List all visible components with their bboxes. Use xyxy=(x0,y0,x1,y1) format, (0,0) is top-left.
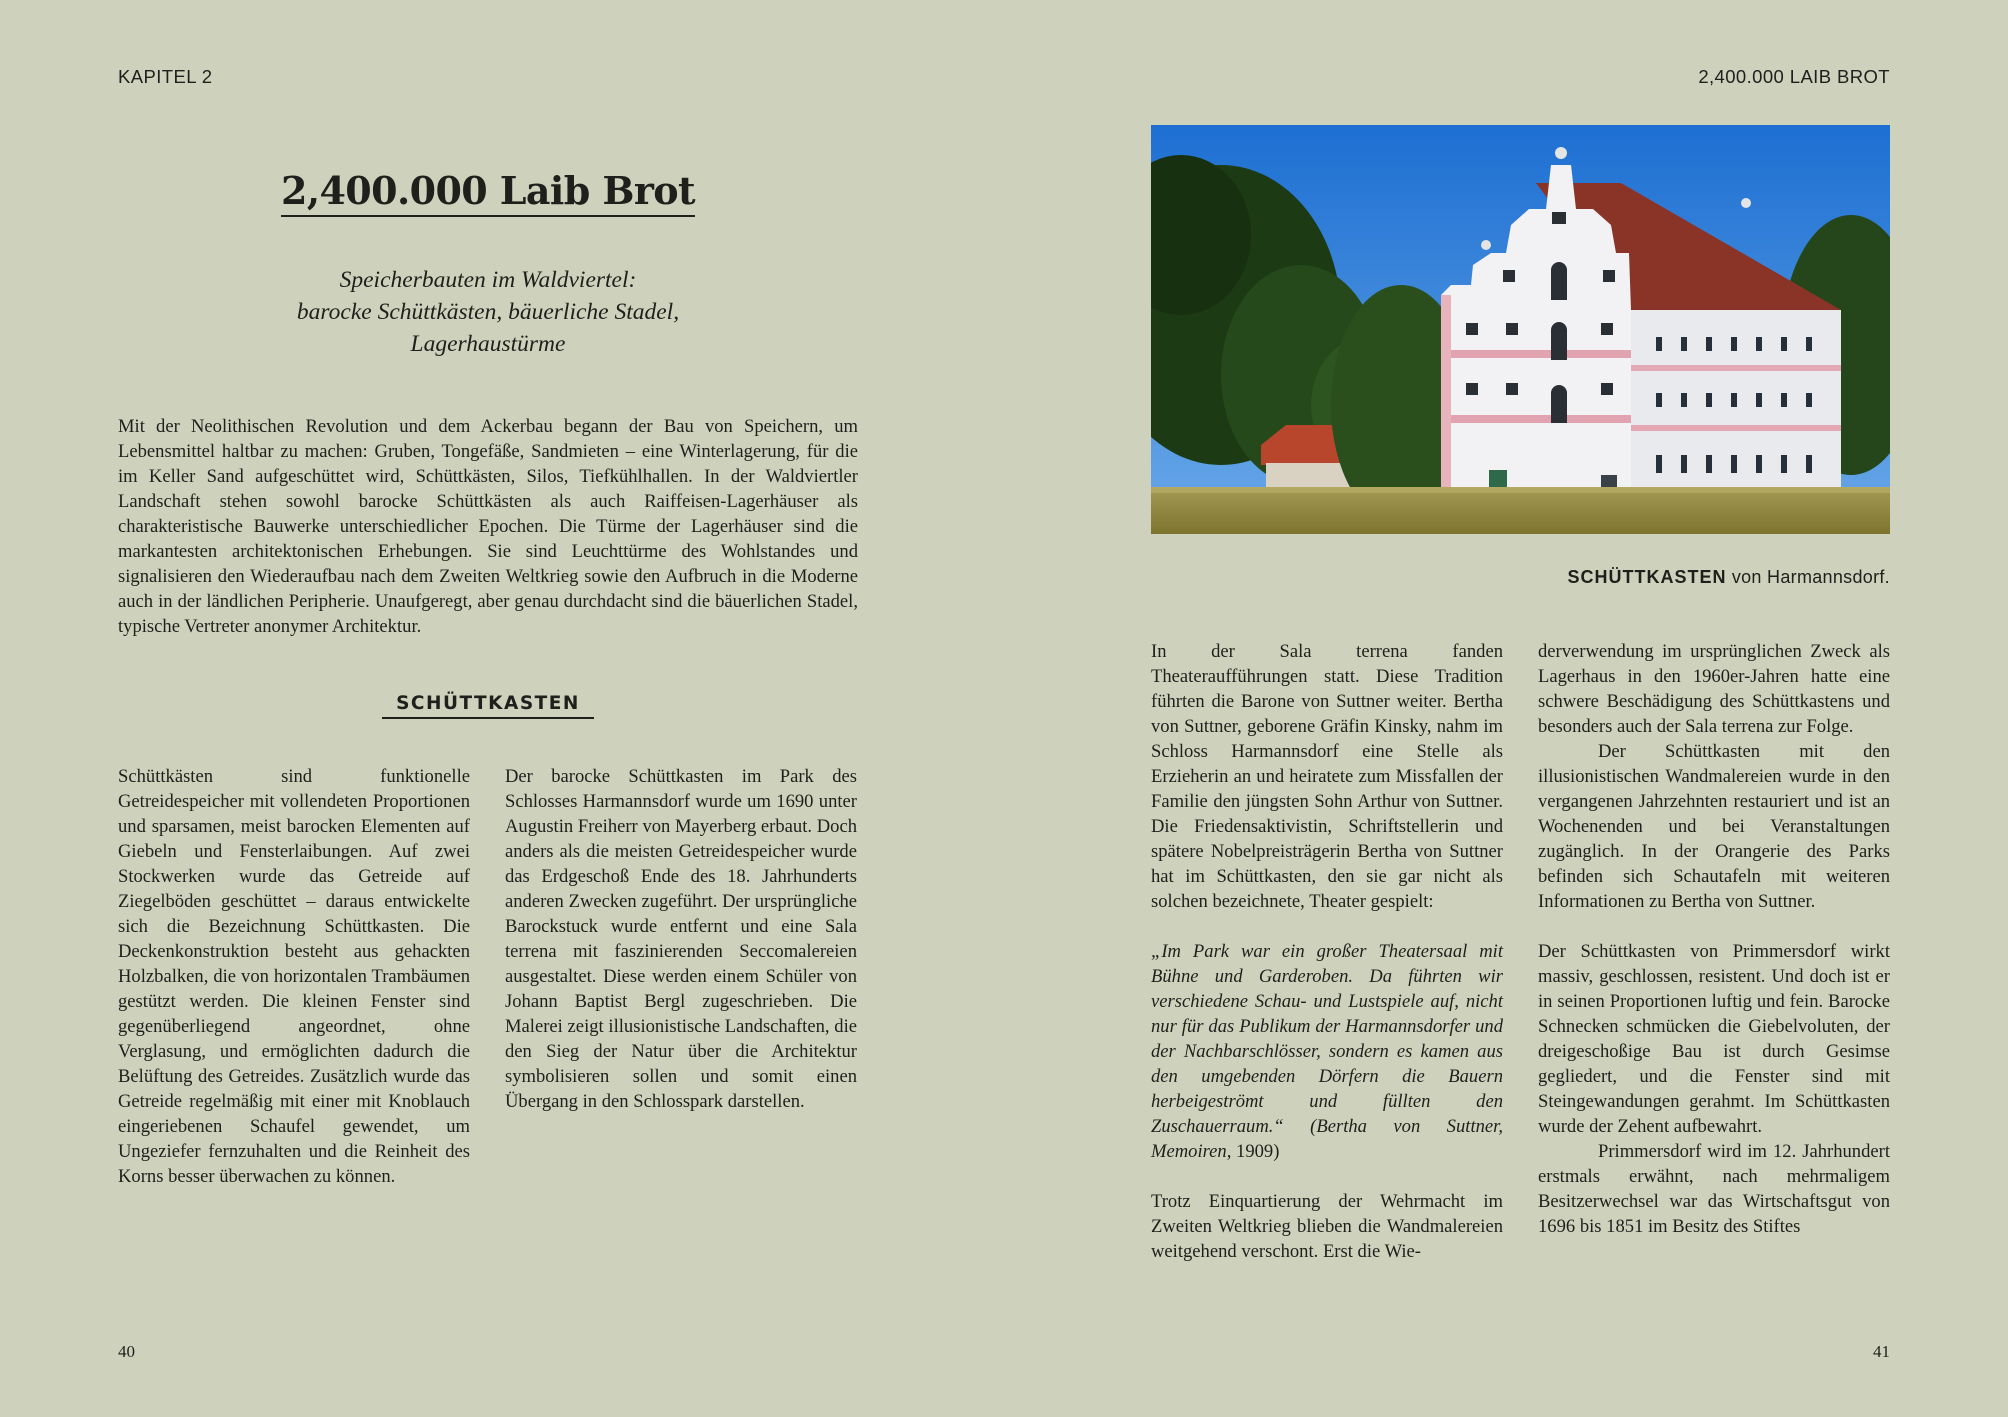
column-1 xyxy=(118,764,470,1189)
paragraph: In der Sala terrena fanden Theateraufführungen statt. Diese Tradition führten die Barone von Suttner weiter. Bertha von Suttner, geborene Gräfin Kinsky, nahm im Schloss Harmannsdorf eine Stelle als Erzieherin an und heiratete zum Missfallen der Familie den jüngsten Sohn Arthur von Suttner. Die Friedensaktivistin, Schriftstellerin und spätere Nobelpreisträgerin Bertha von Suttner hat im Schüttkasten, den sie gar nicht als solchen bezeichnete, Theater gespielt: xyxy=(1151,641,1503,912)
paragraph: derverwendung im ursprünglichen Zweck als Lagerhaus in den 1960er-Jahren hatte eine schwere Beschädigung des Schüttkastens und besonders auch der Sala terrena zur Folge. xyxy=(1538,641,1890,737)
chapter-subtitle xyxy=(118,264,858,360)
quote-paragraph xyxy=(1151,939,1503,1164)
section-heading: SCHÜTTKASTEN xyxy=(382,693,594,719)
chapter-title: 2,400.000 Laib Brot xyxy=(281,168,695,217)
running-header-right: 2,400.000 LAIB BROT xyxy=(1698,66,1890,87)
quote-text: „Im Park war ein großer Theatersaal mit Bühne und Garderoben. Da führten wir verschiedene Schau- und Lustspiele auf, nicht nur für das Publikum der Harmannsdorfer und der Nachbarschlösser, sondern es kamen aus den umgebenden Dörfern die Bauern herbeigeströmt und füllten den Zuschauerraum.“ (Bertha von Suttner, Memoiren, xyxy=(1151,941,1503,1162)
caption-rest: von Harmannsdorf. xyxy=(1726,567,1890,587)
paragraph: Der Schüttkasten von Primmersdorf wirkt massiv, geschlossen, resistent. Und doch ist er in seinen Proportionen luftig und fein. Barocke Schnecken schmücken die Giebelvoluten, der dreigeschoßige Bau ist durch Gesimse gegliedert, und die Fenster sind mit Steingewandungen gerahmt. Im Schüttkasten wurde der Zehent aufbewahrt. xyxy=(1538,941,1890,1137)
page-number-right: 41 xyxy=(1873,1342,1890,1361)
column-4 xyxy=(1538,639,1890,1239)
paragraph: Schüttkästen sind funktionelle Getreidespeicher mit vollendeten Proportionen und sparsamen, meist barocken Elementen auf Giebeln und Fensterlaibungen. Auf zwei Stockwerken wurde das Getreide auf Ziegelböden geschüttet – daraus entwickelte sich die Bezeichnung Schüttkasten. Die Deckenkonstruktion besteht aus gehackten Holzbalken, die von horizontalen Trambäumen gestützt werden. Die kleinen Fenster sind gegenüberliegend angeordnet, ohne Verglasung, und ermöglichten dadurch die Belüftung des Getreides. Zusätzlich wurde das Getreide regelmäßig mit einer mit Knoblauch eingeriebenen Schaufel gewendet, um Ungeziefer fernzuhalten und die Reinheit des Korns besser überwachen zu können. xyxy=(118,766,470,1187)
subtitle-line: barocke Schüttkästen, bäuerliche Stadel, xyxy=(296,299,680,325)
subtitle-line: Speicherbauten im Waldviertel: xyxy=(339,267,637,293)
paragraph: Der Schüttkasten mit den illusionistischen Wandmalereien wurde in den vergangenen Jahrzehnten restauriert und ist an Wochenenden und bei Veranstaltungen zugänglich. In der Orangerie des Parks befinden sich Schautafeln mit weiteren Informationen zu Bertha von Suttner. xyxy=(1538,741,1890,912)
column-3 xyxy=(1151,639,1503,1264)
chapter-title-wrap xyxy=(118,168,858,217)
section-heading-wrap xyxy=(118,693,858,719)
photo-caption xyxy=(1568,567,1890,588)
column-2 xyxy=(505,764,857,1114)
subtitle-line: Lagerhaustürme xyxy=(410,331,566,357)
schuettkasten-photo xyxy=(1151,125,1890,534)
paragraph: Trotz Einquartierung der Wehrmacht im Zweiten Weltkrieg blieben die Wandmalereien weitgehend verschont. Erst die Wie- xyxy=(1151,1191,1503,1262)
intro-paragraph xyxy=(118,414,858,639)
paragraph: Primmersdorf wird im 12. Jahrhundert erstmals erwähnt, nach mehrmaligem Besitzerwechsel war das Wirtschaftsgut von 1696 bis 1851 im Besitz des Stiftes xyxy=(1538,1141,1890,1237)
page-number-left: 40 xyxy=(118,1342,135,1361)
quote-year: 1909) xyxy=(1231,1141,1280,1162)
running-header-left: KAPITEL 2 xyxy=(118,66,213,87)
paragraph: Der barocke Schüttkasten im Park des Schlosses Harmannsdorf wurde um 1690 unter Augustin Freiherr von Mayerberg erbaut. Doch anders als die meisten Getreidespeicher wurde das Erdgeschoß Ende des 18. Jahrhunderts anderen Zwecken zugeführt. Der ursprüngliche Barockstuck wurde entfernt und eine Sala terrena mit faszinierenden Seccomalereien ausgestaltet. Diese werden einem Schüler von Johann Baptist Bergl zugeschrieben. Die Malerei zeigt illusionistische Landschaften, die den Sieg der Natur über die Architektur symbolisieren sollen und somit einen Übergang in den Schlosspark darstellen. xyxy=(505,766,857,1112)
caption-bold: SCHÜTTKASTEN xyxy=(1567,567,1727,587)
intro-text: Mit der Neolithischen Revolution und dem Ackerbau begann der Bau von Speichern, um Lebensmittel haltbar zu machen: Gruben, Tongefäße, Sandmieten – eine Winterlagerung, für die im Keller Sand aufgeschüttet wird, Schüttkästen, Silos, Tiefkühlhallen. In der Waldviertler Landschaft stehen sowohl barocke Schüttkästen als auch Raiffeisen-Lagerhäuser als charakteristische Bauwerke unterschiedlicher Epochen. Die Türme der Lagerhäuser sind die markantesten architektonischen Erhebungen. Sie sind Leuchttürme des Wohlstandes und signalisieren den Wiederaufbau nach dem Zweiten Weltkrieg sowie den Aufbruch in die Moderne auch in der ländlichen Peripherie. Unaufgeregt, aber genau durchdacht sind die bäuerlichen Stadel, typische Vertreter anonymer Architektur. xyxy=(118,416,858,637)
